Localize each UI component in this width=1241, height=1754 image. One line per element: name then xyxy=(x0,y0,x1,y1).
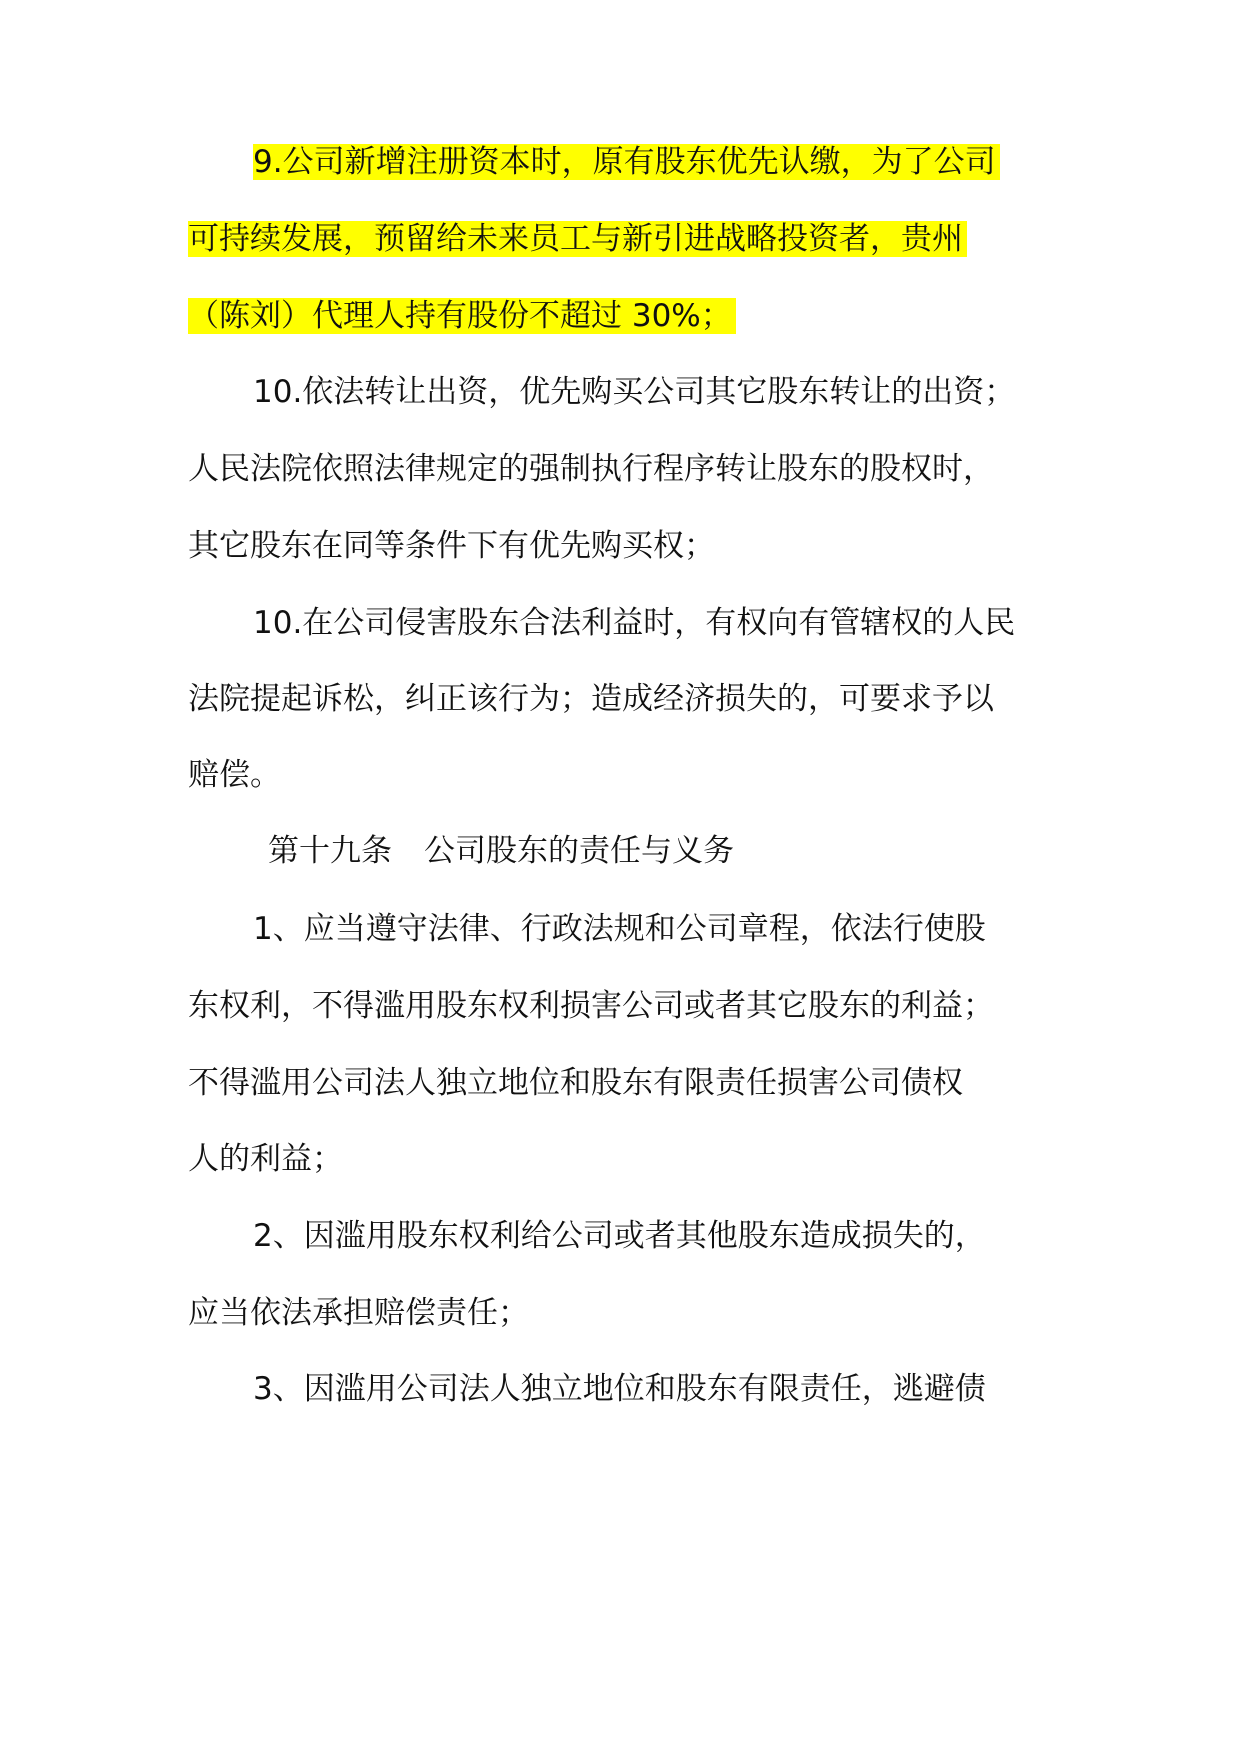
highlighted-text: （陈刘）代理人持有股份不超过 30%； xyxy=(188,298,736,334)
paragraph-10b-line-2: 法院提起诉松，纠正该行为；造成经济损失的，可要求予以 xyxy=(188,681,994,717)
duty-3-line-1: 3、因滥用公司法人独立地位和股东有限责任，逃避债 xyxy=(253,1371,986,1407)
article-title: 公司股东的责任与义务 xyxy=(424,833,734,869)
duty-1-line-2: 东权利，不得滥用股东权利损害公司或者其它股东的利益； xyxy=(188,988,994,1024)
duty-2-line-2: 应当依法承担赔偿责任； xyxy=(188,1295,529,1331)
article-heading xyxy=(268,823,734,879)
paragraph-9-line-2 xyxy=(188,211,967,267)
paragraph-10b-line-3: 赔偿。 xyxy=(188,757,281,793)
highlighted-text: 9.公司新增注册资本时，原有股东优先认缴，为了公司 xyxy=(253,144,1000,180)
paragraph-10a-line-1: 10.依法转让出资，优先购买公司其它股东转让的出资； xyxy=(253,374,1016,410)
duty-1-line-4: 人的利益； xyxy=(188,1141,343,1177)
article-number: 第十九条 xyxy=(268,833,392,869)
paragraph-10b-line-1: 10.在公司侵害股东合法利益时，有权向有管辖权的人民 xyxy=(253,605,1016,641)
duty-2-line-1: 2、因滥用股东权利给公司或者其他股东造成损失的， xyxy=(253,1218,986,1254)
paragraph-10a-line-2: 人民法院依照法律规定的强制执行程序转让股东的股权时， xyxy=(188,451,994,487)
paragraph-9-line-3 xyxy=(188,288,736,344)
duty-1-line-1: 1、应当遵守法律、行政法规和公司章程，依法行使股 xyxy=(253,911,986,947)
duty-1-line-3: 不得滥用公司法人独立地位和股东有限责任损害公司债权 xyxy=(188,1065,963,1101)
paragraph-9-line-1 xyxy=(253,134,1000,190)
paragraph-10a-line-3: 其它股东在同等条件下有优先购买权； xyxy=(188,528,715,564)
highlighted-text: 可持续发展，预留给未来员工与新引进战略投资者，贵州 xyxy=(188,221,967,257)
